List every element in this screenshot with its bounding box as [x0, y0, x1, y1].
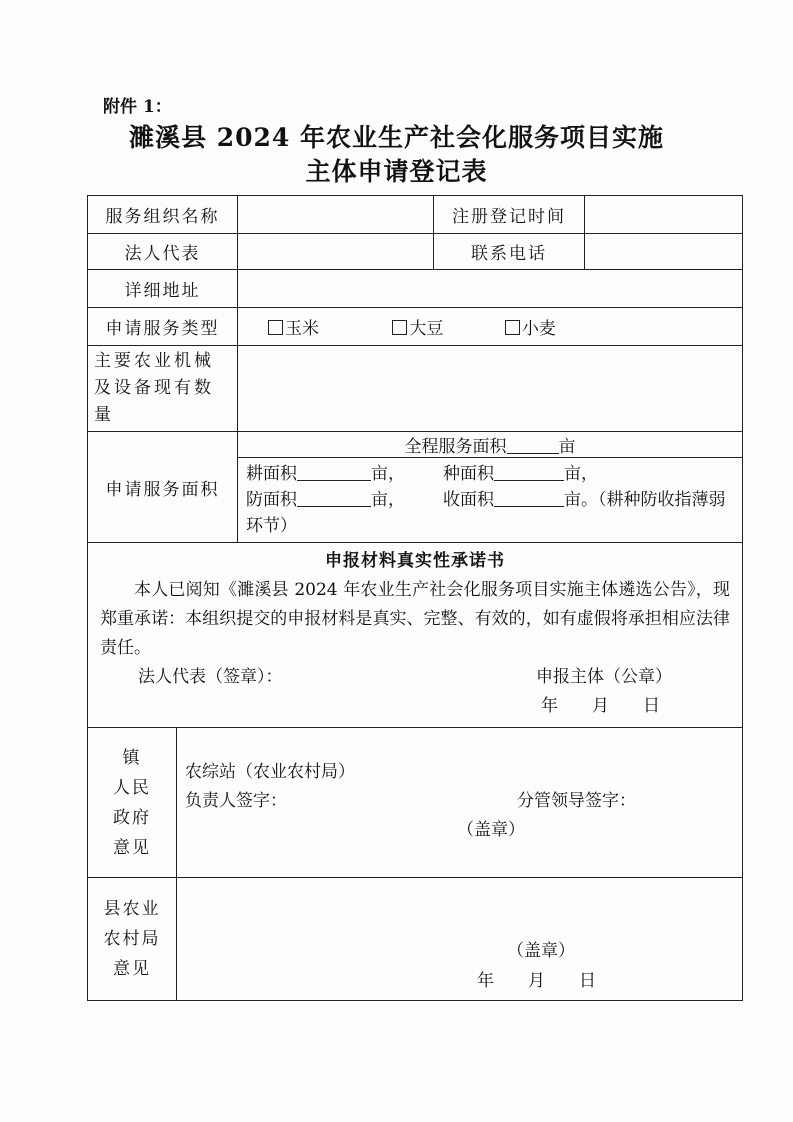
- county-opinion-area[interactable]: [177, 878, 743, 1001]
- soybean-option[interactable]: [392, 314, 443, 339]
- station-label: 农综站（农业农村局）: [185, 762, 355, 782]
- pledge-text: 本人已阅知《濉溪县 2024 年农业生产社会化服务项目实施主体遴选公告》，现郑重承诺：本组织提交的申报材料是真实、完整、有效的，如有虚假将承担相应法律责任。: [100, 580, 730, 658]
- sow-label: 种面积: [443, 464, 494, 484]
- org-name-field[interactable]: [238, 196, 434, 234]
- county-date: 年 月 日: [477, 971, 596, 991]
- phone-field[interactable]: [585, 234, 743, 270]
- harvest-unit: 亩: [564, 490, 581, 510]
- pledge-date: 年 月 日: [541, 696, 660, 716]
- plow-comma: ，: [388, 464, 405, 484]
- county-label-line-1: 县农业: [103, 899, 161, 919]
- legal-rep-signature-label[interactable]: 法人代表（签章）：: [138, 667, 283, 687]
- legal-rep-field[interactable]: [238, 234, 434, 270]
- town-label-line-1: 镇: [122, 747, 142, 768]
- service-type-options: [238, 308, 743, 346]
- corn-option[interactable]: [268, 314, 319, 339]
- reg-time-label: 注册登记时间: [434, 196, 585, 234]
- corn-label: 玉米: [285, 319, 319, 339]
- sow-blank[interactable]: [494, 466, 564, 481]
- wheat-checkbox[interactable]: [505, 320, 520, 335]
- applicant-seal-label[interactable]: 申报主体（公章）: [536, 667, 672, 687]
- county-label-line-3: 意见: [113, 959, 151, 979]
- address-label: 详细地址: [88, 270, 238, 308]
- plow-label: 耕面积: [246, 464, 297, 484]
- town-opinion-area[interactable]: [177, 728, 743, 878]
- full-service-label: 全程服务面积: [404, 437, 507, 457]
- page-title: 濉溪县 2024 年农业生产社会化服务项目实施: [129, 123, 664, 152]
- protect-unit: 亩: [371, 490, 388, 510]
- address-field[interactable]: [238, 270, 743, 308]
- soybean-label: 大豆: [409, 319, 444, 339]
- machinery-label: 主要农业机械及设备现有数量: [88, 346, 238, 432]
- area-label: 申请服务面积: [88, 432, 238, 543]
- harvest-label: 收面积: [443, 490, 494, 510]
- plow-blank[interactable]: [297, 466, 371, 481]
- town-opinion-label: [88, 728, 177, 878]
- application-form: [87, 195, 742, 1001]
- corn-checkbox[interactable]: [268, 320, 283, 335]
- wheat-option[interactable]: [505, 314, 556, 339]
- phone-label: 联系电话: [434, 234, 585, 270]
- county-label-line-2: 农村局: [103, 929, 161, 949]
- machinery-field[interactable]: [238, 346, 743, 432]
- leader-signature-label[interactable]: 分管领导签字：: [517, 791, 636, 811]
- town-label-line-3: 政府: [113, 807, 151, 828]
- full-service-area-row: [238, 432, 743, 458]
- protect-blank[interactable]: [297, 492, 371, 507]
- wheat-label: 小麦: [521, 319, 556, 339]
- pledge-heading: 申报材料真实性承诺书: [325, 551, 505, 571]
- town-label-line-2: 人民: [113, 777, 151, 798]
- protect-label: 防面积: [246, 490, 297, 510]
- reg-time-field[interactable]: [585, 196, 743, 234]
- protect-comma: ，: [388, 490, 405, 510]
- responsible-signature-label[interactable]: 负责人签字：: [185, 791, 287, 811]
- pledge-section: [88, 543, 743, 728]
- town-seal[interactable]: （盖章）: [457, 820, 525, 840]
- service-type-label: 申请服务类型: [88, 308, 238, 346]
- plow-unit: 亩: [371, 464, 388, 484]
- town-label-line-4: 意见: [113, 837, 151, 858]
- weak-link-note: 。（耕种防收指薄弱环节）: [246, 490, 726, 536]
- full-service-unit: 亩: [558, 437, 576, 457]
- page-title-line2: 主体申请登记表: [305, 157, 488, 186]
- area-details: [238, 458, 743, 543]
- sow-unit: 亩: [564, 464, 581, 484]
- full-service-blank[interactable]: [507, 439, 559, 454]
- org-name-label: 服务组织名称: [88, 196, 238, 234]
- county-opinion-label: [88, 878, 177, 1001]
- county-seal[interactable]: （盖章）: [507, 941, 575, 961]
- attachment-label: 附件 1：: [103, 97, 172, 117]
- sow-comma: ，: [581, 464, 598, 484]
- legal-rep-label: 法人代表: [88, 234, 238, 270]
- harvest-blank[interactable]: [494, 492, 564, 507]
- soybean-checkbox[interactable]: [392, 320, 407, 335]
